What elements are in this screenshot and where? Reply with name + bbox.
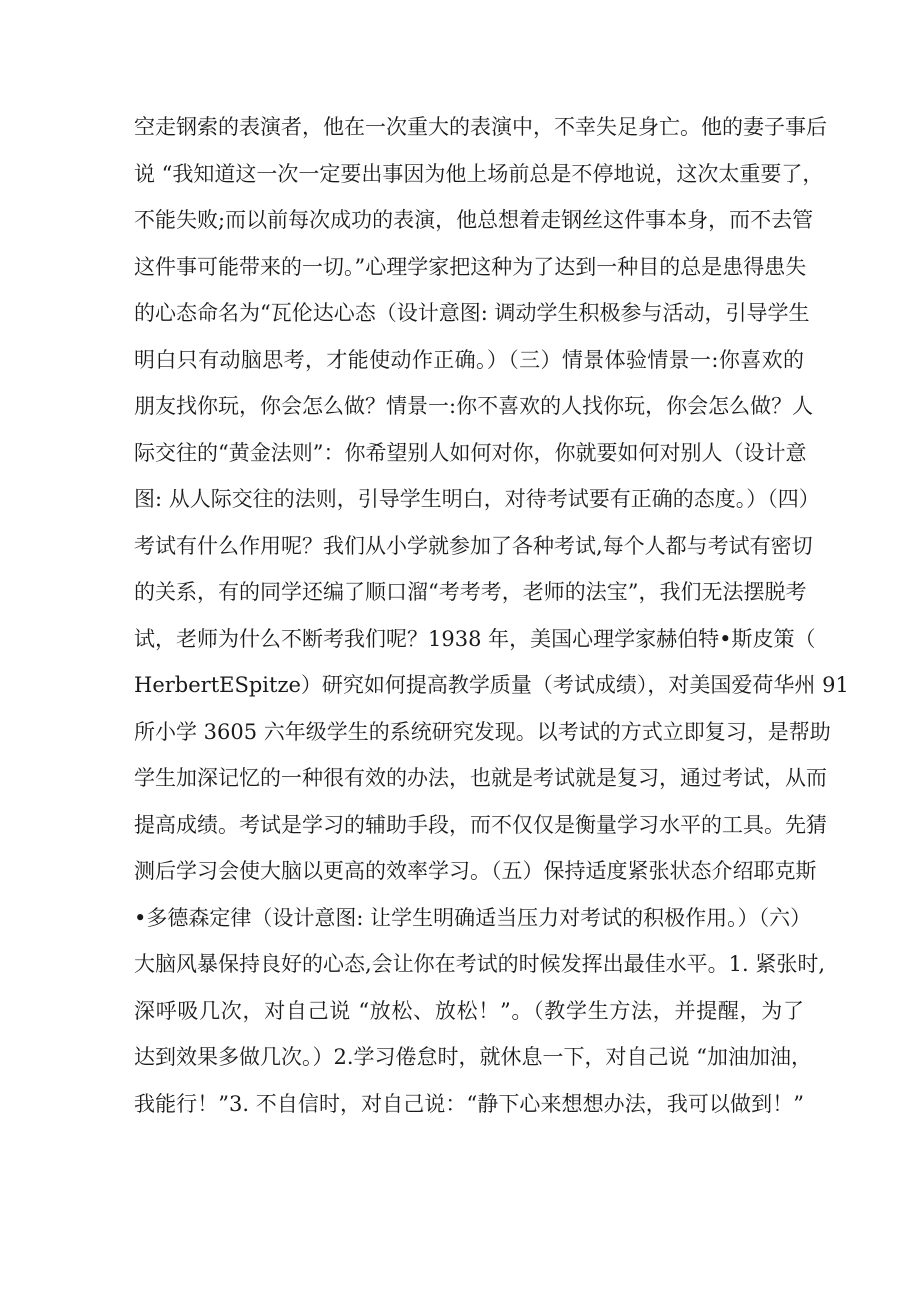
text-line: 提高成绩。考试是学习的辅助手段，而不仅仅是衡量学习水平的工具。先猜 xyxy=(134,812,827,837)
body-text xyxy=(134,104,849,1127)
text-line: 这件事可能带来的一切。”心理学家把这种为了达到一种目的总是患得患失 xyxy=(134,254,807,279)
text-line: 我能行！”3. 不自信时，对自己说：“静下心来想想办法，我可以做到！” xyxy=(134,1091,804,1116)
text-line: 际交往的“黄金法则”：你希望别人如何对你，你就要如何对别人（设计意 xyxy=(134,440,807,465)
text-line: 学生加深记忆的一种很有效的办法，也就是考试就是复习，通过考试，从而 xyxy=(134,766,827,790)
text-line: 空走钢索的表演者，他在一次重大的表演中，不幸失足身亡。他的妻子事后 xyxy=(134,115,827,139)
text-line: 的心态命名为“瓦伦达心态（设计意图: 调动学生积极参与活动，引导学生 xyxy=(134,301,810,325)
text-line: 朋友找你玩，你会怎么做？情景一:你不喜欢的人找你玩，你会怎么做？人 xyxy=(134,394,814,418)
text-line: 测后学习会使大脑以更高的效率学习。（五）保持适度紧张状态介绍耶克斯 xyxy=(134,859,817,883)
text-line: 考试有什么作用呢？我们从小学就参加了各种考试,每个人都与考试有密切 xyxy=(134,533,813,558)
text-line: 所小学 3605 六年级学生的系统研究发现。以考试的方式立即复习，是帮助 xyxy=(134,719,831,744)
text-line: HerbertESpitze）研究如何提高教学质量（考试成绩），对美国爱荷华州 91 xyxy=(134,673,849,697)
text-line: 深呼吸几次，对自己说 “放松、放松！”。（教学生方法，并提醒，为了 xyxy=(134,998,804,1023)
text-line: 达到效果多做几次。）2.学习倦怠时，就休息一下，对自己说 “加油加油， xyxy=(134,1045,812,1069)
text-line: 大脑风暴保持良好的心态,会让你在考试的时候发挥出最佳水平。1. 紧张时, xyxy=(134,952,826,976)
text-line: 的关系，有的同学还编了顺口溜“考考考，老师的法宝”，我们无法摆脱考 xyxy=(134,580,807,604)
text-line: 不能失败;而以前每次成功的表演，他总想着走钢丝这件事本身，而不去管 xyxy=(134,208,814,232)
text-line: 明白只有动脑思考，才能使动作正确。）（三）情景体验情景一:你喜欢的 xyxy=(134,347,804,372)
text-line: 试，老师为什么不断考我们呢？1938 年，美国心理学家赫伯特•斯皮策（ xyxy=(134,626,816,651)
text-line: 图: 从人际交往的法则，引导学生明白，对待考试要有正确的态度。）（四） xyxy=(134,487,820,511)
text-line: 说 “我知道这一次一定要出事因为他上场前总是不停地说，这次太重要了， xyxy=(134,161,824,186)
text-line: •多德森定律（设计意图: 让学生明确适当压力对考试的积极作用。）（六） xyxy=(134,905,812,930)
